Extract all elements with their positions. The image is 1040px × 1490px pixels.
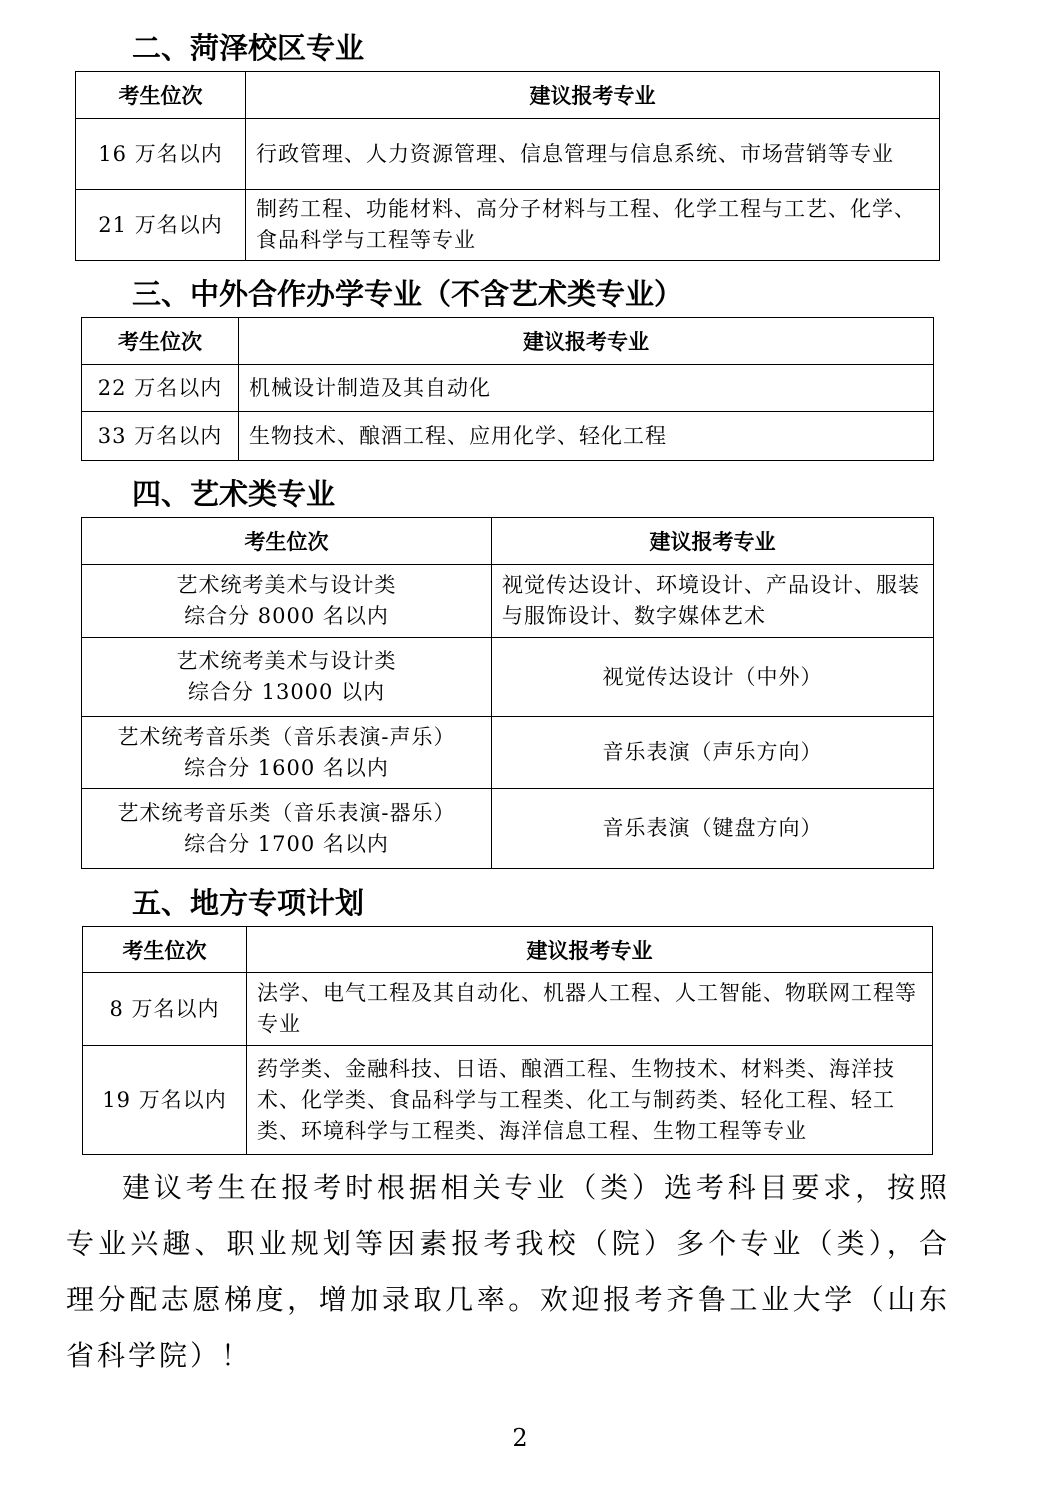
rank-cell: [82, 789, 492, 869]
table-row: [82, 412, 934, 461]
local-plan-table: [82, 926, 933, 1155]
col-header-major: 建议报考专业: [239, 318, 934, 365]
major-cell: 制药工程、功能材料、高分子材料与工程、化学工程与工艺、化学、食品科学与工程等专业: [246, 190, 940, 261]
rank-cell: [82, 717, 492, 789]
rank-cell: 21 万名以内: [76, 190, 246, 261]
table-row: [83, 973, 933, 1046]
rank-cell: [82, 565, 492, 638]
major-cell: 视觉传达设计、环境设计、产品设计、服装与服饰设计、数字媒体艺术: [492, 565, 934, 638]
rank-line: 综合分 1600 名以内: [184, 755, 389, 780]
section-title-local: 五、地方专项计划: [132, 886, 365, 920]
rank-line: 综合分 8000 名以内: [184, 604, 389, 628]
table-row: [76, 190, 940, 261]
rank-line: 综合分 13000 以内: [187, 680, 386, 704]
joint-table: [81, 317, 934, 461]
table-row: [82, 565, 934, 638]
section-title-art: 四、艺术类专业: [132, 477, 336, 511]
major-cell: 药学类、金融科技、日语、酿酒工程、生物技术、材料类、海洋技术、化学类、食品科学与工程类、化工与制药类、轻化工程、轻工类、环境科学与工程类、海洋信息工程、生物工程等专业: [247, 1046, 933, 1155]
major-cell: 音乐表演（键盘方向）: [492, 789, 934, 869]
rank-cell: 22 万名以内: [82, 365, 239, 412]
table-row: [76, 119, 940, 190]
rank-line: 艺术统考音乐类（音乐表演-器乐）: [117, 800, 456, 825]
table-row: [82, 717, 934, 789]
table-row: [82, 365, 934, 412]
table-row: [83, 1046, 933, 1155]
table-header-row: [76, 72, 940, 119]
col-header-rank: 考生位次: [82, 518, 492, 565]
art-table: [81, 517, 934, 869]
closing-paragraph: 建议考生在报考时根据相关专业（类）选考科目要求，按照专业兴趣、职业规划等因素报考我校（院）多个专业（类），合理分配志愿梯度，增加录取几率。欢迎报考齐鲁工业大学（山东省科学院）！: [66, 1171, 950, 1372]
page-number: 2: [512, 1424, 528, 1452]
major-cell: 机械设计制造及其自动化: [239, 365, 934, 412]
table-header-row: [83, 927, 933, 973]
table-header-row: [82, 518, 934, 565]
major-cell: 法学、电气工程及其自动化、机器人工程、人工智能、物联网工程等专业: [247, 973, 933, 1046]
major-cell: 音乐表演（声乐方向）: [492, 717, 934, 789]
rank-cell: 33 万名以内: [82, 412, 239, 461]
col-header-rank: 考生位次: [82, 318, 239, 365]
rank-line: 艺术统考美术与设计类: [176, 573, 397, 597]
rank-line: 艺术统考音乐类（音乐表演-声乐）: [117, 724, 456, 749]
col-header-rank: 考生位次: [83, 927, 247, 973]
rank-line: 综合分 1700 名以内: [184, 831, 389, 856]
col-header-major: 建议报考专业: [492, 518, 934, 565]
major-cell: 行政管理、人力资源管理、信息管理与信息系统、市场营销等专业: [246, 119, 940, 190]
major-cell: 视觉传达设计（中外）: [492, 638, 934, 717]
rank-cell: [82, 638, 492, 717]
table-row: [82, 638, 934, 717]
col-header-major: 建议报考专业: [247, 927, 933, 973]
rank-line: 艺术统考美术与设计类: [176, 649, 397, 673]
section-title-heze: 二、菏泽校区专业: [132, 31, 365, 65]
col-header-major: 建议报考专业: [246, 72, 940, 119]
rank-cell: 16 万名以内: [76, 119, 246, 190]
table-header-row: [82, 318, 934, 365]
section-title-joint: 三、中外合作办学专业（不含艺术类专业）: [132, 277, 684, 311]
table-row: [82, 789, 934, 869]
col-header-rank: 考生位次: [76, 72, 246, 119]
rank-cell: 19 万名以内: [83, 1046, 247, 1155]
heze-table: [75, 71, 940, 261]
rank-cell: 8 万名以内: [83, 973, 247, 1046]
major-cell: 生物技术、酿酒工程、应用化学、轻化工程: [239, 412, 934, 461]
